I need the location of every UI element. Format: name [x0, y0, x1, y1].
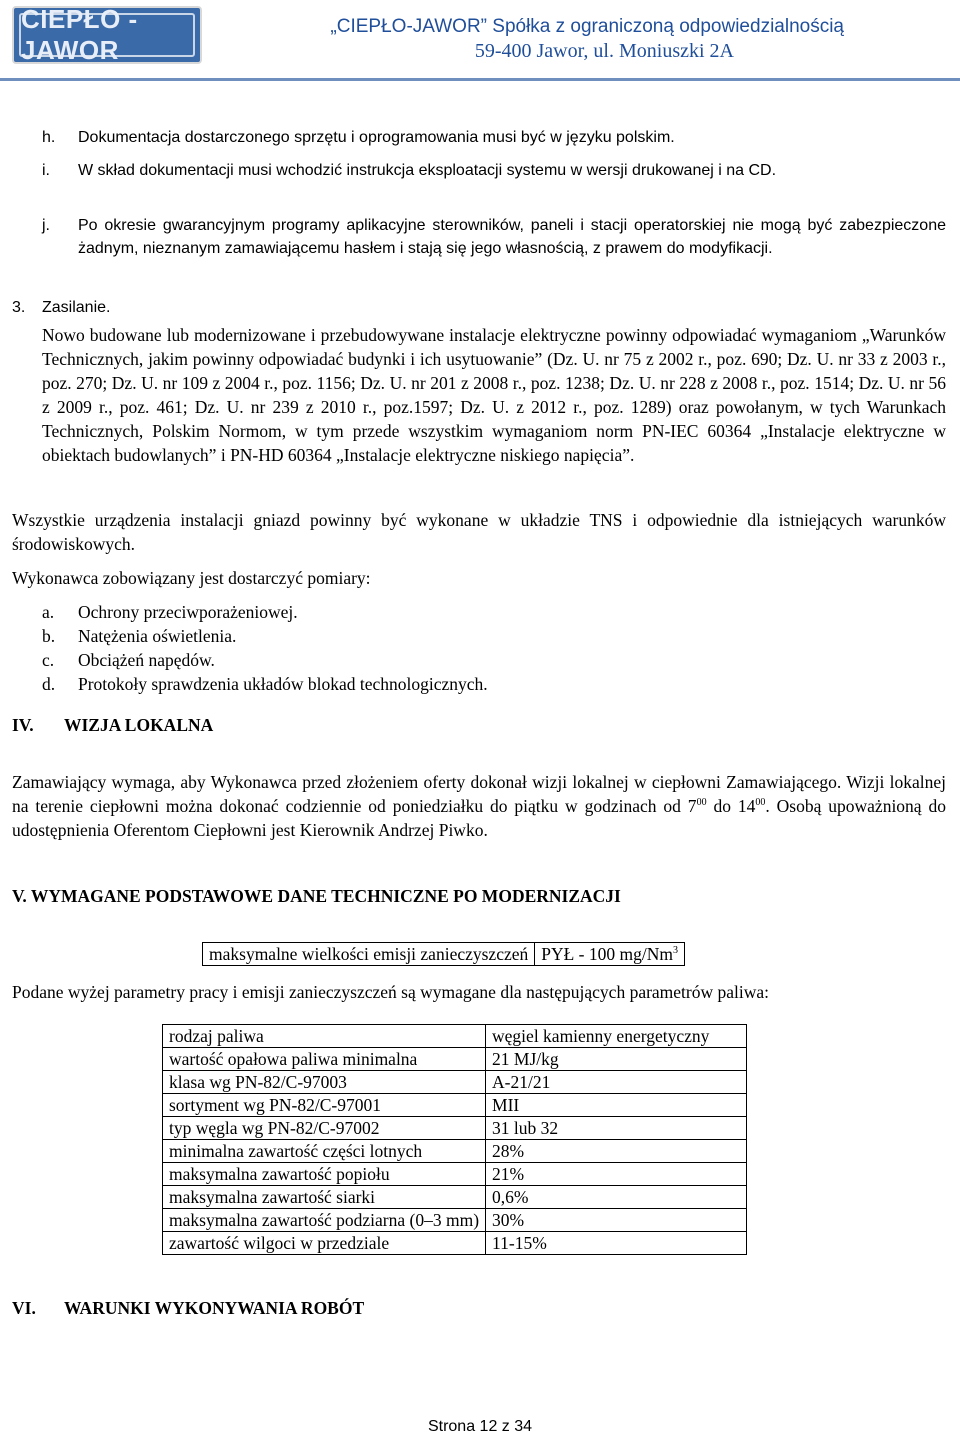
- header-address: 59-400 Jawor, ul. Moniuszki 2A: [474, 40, 734, 62]
- parameter-value-cell: 11-15%: [486, 1232, 747, 1255]
- superscript: 3: [673, 945, 678, 956]
- section-6-heading: [12, 1298, 364, 1319]
- list-item-j: [42, 214, 946, 260]
- table-row: [163, 1117, 747, 1140]
- parameter-value-cell: 31 lub 32: [486, 1117, 747, 1140]
- list-item-text: Po okresie gwarancyjnym programy aplikacyjne sterowników, paneli i stacji operatorskiej nie mogą być zabezpieczone żadnym, nieznanym zamawiającemu hasłem i stają się jego własnością, z prawem do modyfikacji.: [78, 217, 946, 257]
- fuel-parameters-table: [162, 1024, 747, 1255]
- parameter-value-cell: 30%: [486, 1209, 747, 1232]
- list-item-text: Ochrony przeciwporażeniowej.: [78, 602, 298, 622]
- parameter-value-cell: 0,6%: [486, 1186, 747, 1209]
- list-item: [42, 672, 942, 696]
- parameter-name-cell: wartość opałowa paliwa minimalna: [163, 1048, 486, 1071]
- list-item-text: Obciążeń napędów.: [78, 650, 215, 670]
- parameter-name-cell: zawartość wilgoci w przedziale: [163, 1232, 486, 1255]
- paragraph-text: . Osobą upoważnioną do udostępnienia Oferentom Ciepłowni jest Kierownik Andrzej Piwko.: [12, 796, 946, 840]
- parameter-name-cell: rodzaj paliwa: [163, 1025, 486, 1048]
- section-5-heading: V. WYMAGANE PODSTAWOWE DANE TECHNICZNE PO MODERNIZACJI: [12, 886, 621, 906]
- section-number: VI.: [12, 1298, 36, 1318]
- parameter-name-cell: klasa wg PN-82/C-97003: [163, 1071, 486, 1094]
- table-row: [163, 1048, 747, 1071]
- fuel-intro: Podane wyżej parametry pracy i emisji zanieczyszczeń są wymagane dla następujących parametrów paliwa:: [12, 982, 770, 1002]
- table-row: [163, 1140, 747, 1163]
- parameter-value-cell: A-21/21: [486, 1071, 747, 1094]
- list-item-label: a.: [42, 602, 55, 622]
- section-title: WIZJA LOKALNA: [64, 715, 214, 735]
- superscript: 00: [755, 797, 766, 808]
- list-item-label: b.: [42, 626, 56, 646]
- list-item-h: [42, 126, 946, 149]
- cell-text: PYŁ - 100 mg/Nm: [541, 944, 673, 964]
- list-item-text: Protokoły sprawdzenia układów blokad technologicznych.: [78, 674, 488, 694]
- section-4-paragraph: [12, 770, 946, 842]
- section-3-paragraph: Nowo budowane lub modernizowane i przebudowywane instalacje elektryczne powinny odpowiadać wymaganiom „Warunków Technicznych, jakim powinny odpowiadać budynki i ich usytuowanie” (Dz. U. nr 75 z 2002 r., poz. 690; Dz. U. nr 33 z 2003 r., poz. 270; Dz. U. nr 109 z 2004 r., poz. 1156; Dz. U. nr 201 z 2008 r., poz. 1238; Dz. U. nr 228 z 2008 r., poz. 1514; Dz. U. nr 56 z 2009 r., poz. 461; Dz. U. nr 239 z 2010 r., poz.1597; Dz. U. z 2012 r., poz. 1289) oraz powołanym, w tych Warunkach Technicznych, Polskim Normom, w tym przede wszystkim wymaganiom norm PN-IEC 60364 „Instalacje elektryczne w obiektach budowlanych” i PN-HD 60364 „Instalacje elektryczne niskiego napięcia”.: [42, 325, 946, 465]
- parameter-value-cell: 21 MJ/kg: [486, 1048, 747, 1071]
- parameter-name-cell: maksymalna zawartość siarki: [163, 1186, 486, 1209]
- list-item-text: Dokumentacja dostarczonego sprzętu i oprogramowania musi być w języku polskim.: [78, 129, 675, 146]
- page-number: Strona 12 z 34: [427, 1418, 533, 1435]
- header-divider: [0, 78, 960, 81]
- list-item-text: Natężenia oświetlenia.: [78, 626, 237, 646]
- table-row: [163, 1094, 747, 1117]
- section-title: WARUNKI WYKONYWANIA ROBÓT: [64, 1298, 365, 1318]
- paragraph-text: Zamawiający wymaga, aby Wykonawca przed złożeniem oferty dokonał wizji lokalnej w ciepłowni Zamawiającego. Wizji lokalnej na terenie ciepłowni można dokonać codziennie od poniedziałku do piątku w godzinach od 7: [12, 772, 946, 816]
- parameter-value-cell: MII: [486, 1094, 747, 1117]
- paragraph-pomiary: Wykonawca zobowiązany jest dostarczyć pomiary:: [12, 568, 371, 588]
- parameter-name-cell: sortyment wg PN-82/C-97001: [163, 1094, 486, 1117]
- table-row: [163, 1025, 747, 1048]
- list-item-label: j.: [42, 217, 50, 234]
- section-3-heading: [12, 296, 110, 319]
- table-row: [163, 1163, 747, 1186]
- paragraph-text: do 14: [706, 796, 756, 816]
- parameter-name-cell: maksymalna zawartość podziarna (0–3 mm): [163, 1209, 486, 1232]
- table-cell: maksymalne wielkości emisji zanieczyszczeń: [203, 943, 535, 966]
- list-item: [42, 600, 942, 624]
- pomiary-list: [42, 600, 942, 696]
- section-title: Zasilanie.: [42, 299, 111, 316]
- list-item-label: d.: [42, 674, 56, 694]
- table-row: [163, 1209, 747, 1232]
- list-item-text: W skład dokumentacji musi wchodzić instrukcja eksploatacji systemu w wersji drukowanej i na CD.: [78, 162, 777, 179]
- table-row: [163, 1071, 747, 1094]
- table-cell: [535, 943, 685, 966]
- parameter-name-cell: minimalna zawartość części lotnych: [163, 1140, 486, 1163]
- parameter-name-cell: typ węgla wg PN-82/C-97002: [163, 1117, 486, 1140]
- emission-table: [202, 942, 685, 966]
- section-4-heading: [12, 715, 213, 736]
- parameter-value-cell: węgiel kamienny energetyczny: [486, 1025, 747, 1048]
- header-company-name: „CIEPŁO-JAWOR” Spółka z ograniczoną odpowiedzialnością: [330, 16, 844, 37]
- list-item-label: i.: [42, 162, 50, 179]
- paragraph-tns: Wszystkie urządzenia instalacji gniazd powinny być wykonane w układzie TNS i odpowiednie dla istniejących warunków środowiskowych.: [12, 510, 946, 554]
- list-item: [42, 648, 942, 672]
- parameter-name-cell: maksymalna zawartość popiołu: [163, 1163, 486, 1186]
- table-row: [203, 943, 685, 966]
- list-item-label: c.: [42, 650, 55, 670]
- parameter-value-cell: 21%: [486, 1163, 747, 1186]
- list-item: [42, 624, 942, 648]
- list-item-i: [42, 159, 946, 182]
- table-row: [163, 1186, 747, 1209]
- list-item-label: h.: [42, 129, 56, 146]
- section-number: 3.: [12, 299, 26, 316]
- logo-text: CIEPŁO - JAWOR: [19, 13, 195, 57]
- section-number: IV.: [12, 715, 34, 735]
- superscript: 00: [696, 797, 707, 808]
- table-row: [163, 1232, 747, 1255]
- parameter-value-cell: 28%: [486, 1140, 747, 1163]
